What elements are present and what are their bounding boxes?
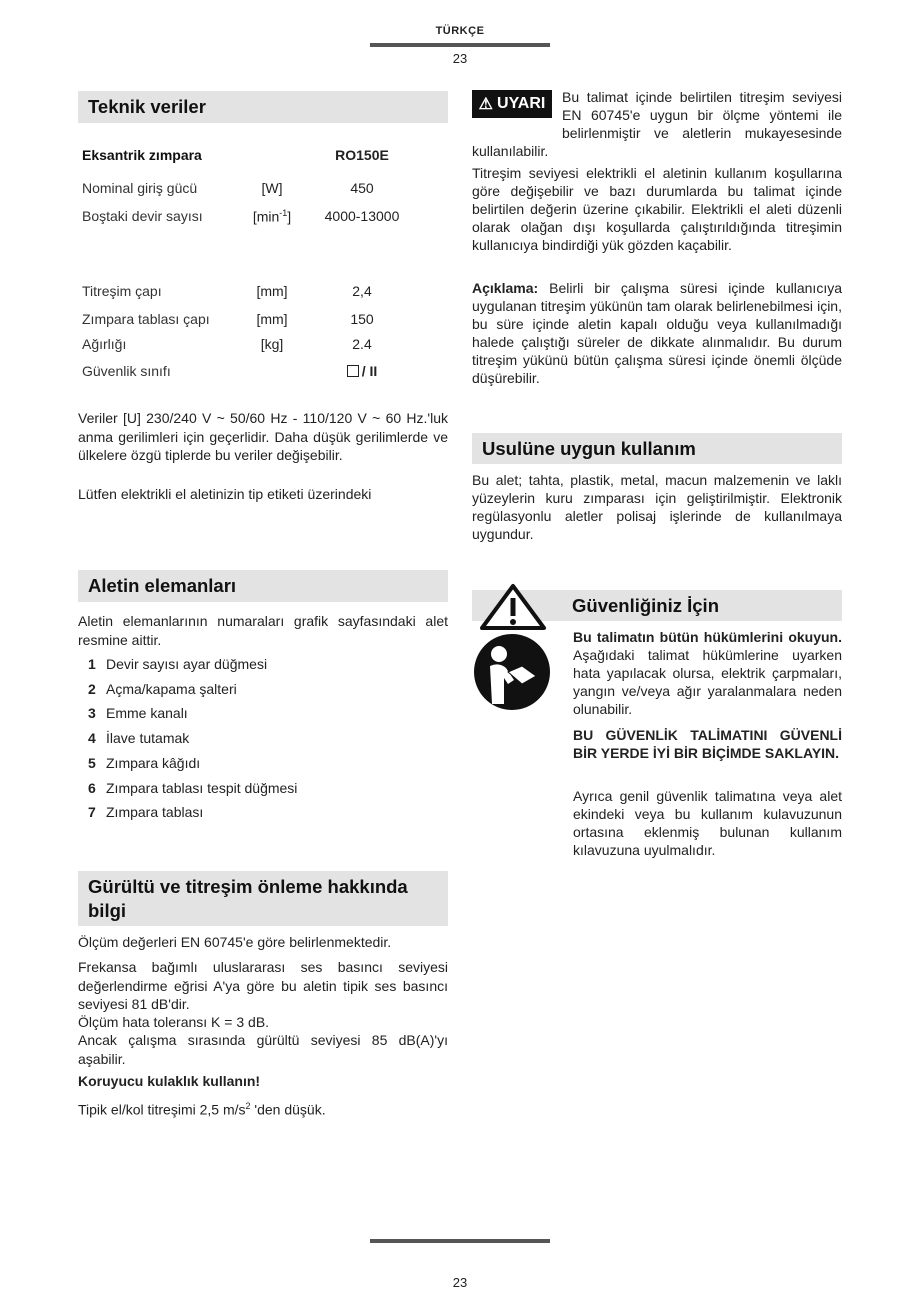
page-number-bottom: 23 <box>452 1275 468 1290</box>
voltage-note-2: Lütfen elektrikli el aletinizin tip etiketi üzerindeki <box>78 486 372 502</box>
warning-badge: ⚠ UYARI <box>472 90 552 118</box>
list-item: 6 Zımpara tablası tespit düğmesi <box>88 780 298 796</box>
list-item: 5 Zımpara kâğıdı <box>88 755 201 771</box>
safety-p2: BU GÜVENLİK TALİMATINI GÜVENLİ BİR YERDE İYİ BİR BİÇİMDE SAKLAYIN. <box>573 727 842 761</box>
noise-p5: Koruyucu kulaklık kullanın! <box>78 1073 261 1089</box>
noise-p1: Ölçüm değerleri EN 60745'e göre belirlenmektedir. <box>78 934 392 950</box>
noise-p3: Ölçüm hata toleransı K = 3 dB. <box>78 1014 270 1030</box>
warning-triangle-icon: ⚠ <box>478 96 494 113</box>
spec-row: Titreşim çapı [mm] 2,4 <box>82 283 372 299</box>
language-label: TÜRKÇE <box>435 25 485 37</box>
section-heading-usage: Usulüne uygun kullanım <box>472 433 842 464</box>
voltage-note: Veriler [U] 230/240 V ~ 50/60 Hz - 110/120 V ~ 60 Hz.'luk anma gerilimleri için geçerlidir. Daha düşük gerilimlerde ve ülkelere özgü tiplerde bu veriler değişebilir. <box>78 410 448 463</box>
spec-row: Zımpara tablası çapı [mm] 150 <box>82 311 374 327</box>
section-heading-safety: Güvenliğiniz İçin <box>472 590 842 621</box>
safety-p3: Ayrıca genil güvenlik talimatına veya alet ekindeki veya bu kullanım kulavuzunun ortasına eklenmiş bulunan kullanım kılavuzuna uyulmalıdır. <box>573 788 842 858</box>
list-item: 2 Açma/kapama şalteri <box>88 681 237 697</box>
elements-intro: Aletin elemanlarının numaraları grafik sayfasındaki alet resmine aittir. <box>78 613 448 648</box>
list-item: 4 İlave tutamak <box>88 730 190 746</box>
noise-p6: Tipik el/kol titreşimi 2,5 $m/s^2$ 'den düşük. <box>78 1101 326 1118</box>
list-item: 3 Emme kanalı <box>88 705 188 721</box>
spec-row: Ağırlığı [kg] 2.4 <box>82 336 372 352</box>
section-heading-elements: Aletin elemanları <box>78 570 448 602</box>
model-label: RO150E <box>335 147 389 163</box>
usage-text: Bu alet; tahta, plastik, metal, macun malzemenin ve laklı yüzeylerin kuru zımparası için geliştirilmiştir. Elektronik regülasyonlu aletler polisaj işlerinde de kullanılmaya uygundur. <box>472 472 842 542</box>
list-item: 1 Devir sayısı ayar düğmesi <box>88 656 268 672</box>
spec-row: Güvenlik sınıfı / II <box>82 363 378 379</box>
page-number-top: 23 <box>452 51 468 66</box>
warning-p1: Bu talimat içinde belirtilen titreşim seviyesi EN 60745'e uygun bir ölçme yöntemi ile belirlenmiştir ve aletlerin mukayesesinde kullanılabilir. <box>472 89 842 159</box>
safety-p1: Bu talimatın bütün hükümlerini okuyun. Aşağıdaki talimat hükümlerine uyarken hata yapılacak olursa, elektrik çarpmaları, yangın ve/veya ağır yaralanmalara neden olunabilir. <box>573 629 842 717</box>
section-heading-noise: Gürültü ve titreşim önleme hakkında bilgi <box>78 871 448 926</box>
warning-p3: Açıklama: Belirli bir çalışma süresi içinde kullanıcıya uygulanan titreşim yükünün tam olarak belirlenebilmesi için, bu süre içinde aletin kapalı olduğu veya kullanılmadığı halede çalıştığı süreler de dikkate alınmalıdır. Bu durum titreşim yükünü bütün çalışma süresi içinde önemli ölçüde düşürebilir. <box>472 280 842 386</box>
double-insulation-icon <box>347 365 359 377</box>
warning-triangle-icon <box>478 582 548 632</box>
list-item: 7 Zımpara tablası <box>88 804 204 820</box>
section-heading-tech: Teknik veriler <box>78 91 448 123</box>
product-label: Eksantrik zımpara <box>82 147 202 163</box>
noise-p4: Ancak çalışma sırasında gürültü seviyesi 85 dB(A)'yı aşabilir. <box>78 1032 448 1067</box>
spec-row: Boştaki devir sayısı $[\min^{-1}]$ 4000-13000 <box>82 208 400 225</box>
noise-p2: Frekansa bağımlı uluslararası ses basıncı seviyesi değerlendirme eğrisi A'ya göre bu aletin tipik ses basıncı seviyesi 81 dB'dir. <box>78 959 448 1012</box>
spec-row: Nominal giriş gücü [W] 450 <box>82 180 374 196</box>
read-manual-icon <box>472 632 552 712</box>
warning-p2: Titreşim seviyesi elektrikli el aletinin kullanım koşullarına göre değişebilir ve bazı durumlarda bu talimat içinde belirtilen değerin üzerine çıkabilir. Elektrikli el aleti düzenli olarak olağan dışı koşullarda çalıştırıldığında titreşimin kullanıcıya bindirdiği yük gözden kaçabilir. <box>472 165 842 253</box>
footer-divider <box>370 1239 550 1243</box>
header-divider <box>370 43 550 47</box>
